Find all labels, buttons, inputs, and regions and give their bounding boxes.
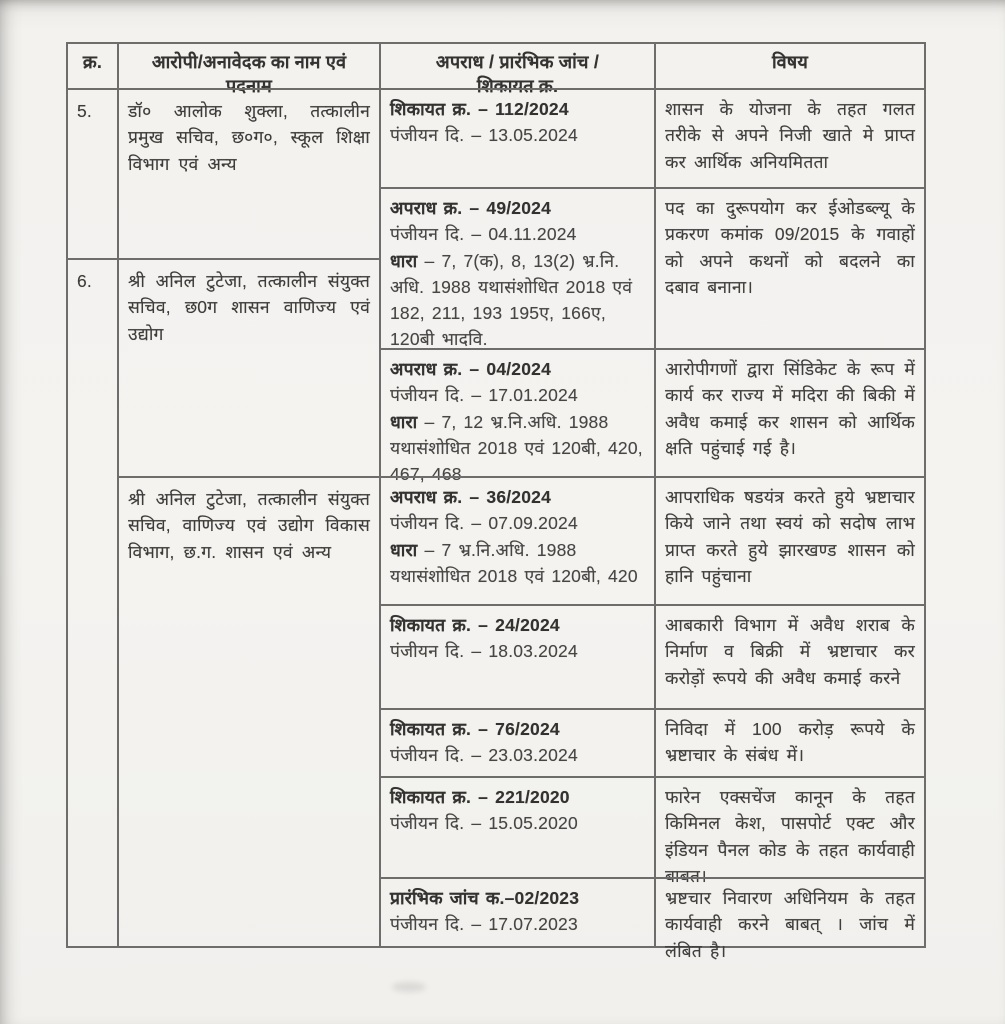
subject-6-text: निविदा में 100 करोड़ रूपये के भ्रष्टाचार के संबंध में। <box>665 719 915 766</box>
case-8-number: प्रारंभिक जांच क.–02/2023 <box>390 888 580 908</box>
subject-cell-8 <box>654 877 926 961</box>
case-2-sections <box>390 248 645 353</box>
name-cell-row6-first <box>117 258 381 478</box>
case-cell-5 <box>379 604 656 710</box>
subject-1-text: शासन के योजना के तहत गलत तरीके से अपने निजी खाते मे प्राप्त कर आर्थिक अनियमितता <box>665 99 915 172</box>
serial-cell-row6 <box>66 258 119 948</box>
header-subject <box>654 42 926 90</box>
case-6-registration: पंजीयन दि. – 23.03.2024 <box>390 745 578 766</box>
header-case-label: अपराध / प्रारंभिक जांच / शिकायत क्र. <box>435 52 600 97</box>
name-row5: डॉ० आलोक शुक्ला, तत्कालीन प्रमुख सचिव, छ०ग०, स्कूल शिक्षा विभाग एवं अन्य <box>128 101 370 174</box>
case-4-registration: पंजीयन दि. – 07.09.2024 <box>390 513 578 534</box>
case-3-sections-label: धारा <box>390 411 418 432</box>
header-name <box>117 42 381 97</box>
subject-cell-2 <box>654 187 926 350</box>
name-cell-row5 <box>117 88 381 260</box>
header-serial <box>66 42 119 90</box>
case-4-sections-label: धारा <box>390 539 418 560</box>
subject-7-text: फारेन एक्सचेंज कानून के तहत किमिनल केश, पासपोर्ट एक्ट और इंडियन पैनल कोड के तहत कार्यवाही बाबत। <box>665 787 915 886</box>
header-case <box>379 42 656 97</box>
subject-cell-5 <box>654 604 926 710</box>
case-2-sections-label: धारा <box>390 250 418 271</box>
case-cell-8 <box>379 877 656 948</box>
subject-5-text: आबकारी विभाग में अवैध शराब के निर्माण व बिक्री में भ्रष्टाचार कर करोड़ों रूपये की अवैध कमाई करने <box>665 615 915 688</box>
serial-cell-row5 <box>66 88 119 260</box>
case-3-sections-rest: – 7, 12 भ्र.नि.अधि. 1988 यथासंशोधित 2018 एवं 120बी, 420, 467, 468 <box>390 411 643 484</box>
scan-smudge-artifact <box>392 982 426 992</box>
header-serial-label: क्र. <box>82 52 103 72</box>
subject-cell-7 <box>654 776 926 886</box>
case-7-registration: पंजीयन दि. – 15.05.2020 <box>390 813 578 834</box>
subject-cell-3 <box>654 348 926 478</box>
case-4-sections <box>390 537 645 590</box>
serial-row5: 5. <box>77 101 92 121</box>
name-cell-row6-second <box>117 476 381 948</box>
case-5-registration: पंजीयन दि. – 18.03.2024 <box>390 641 578 662</box>
case-1-number: शिकायत क्र. – 112/2024 <box>390 99 569 119</box>
subject-cell-4 <box>654 476 926 606</box>
header-subject-label: विषय <box>771 52 809 72</box>
header-name-label: आरोपी/अनावेदक का नाम एवं पदनाम <box>151 52 347 97</box>
case-2-sections-rest: – 7, 7(क), 8, 13(2) भ्र.नि. अधि. 1988 यथासंशोधित 2018 एवं 182, 211, 193 195ए, 166ए, 120बी भादवि. <box>390 250 633 350</box>
case-cell-3 <box>379 348 656 484</box>
case-cell-2 <box>379 187 656 350</box>
case-1-registration: पंजीयन दि. – 13.05.2024 <box>390 125 578 146</box>
serial-row6: 6. <box>77 271 92 291</box>
case-7-number: शिकायत क्र. – 221/2020 <box>390 787 570 807</box>
subject-8-text: भ्रष्टचार निवारण अधिनियम के तहत कार्यवाही करने बाबत् । जांच में लंबित है। <box>665 888 915 961</box>
subject-cell-6 <box>654 708 926 778</box>
subject-3-text: आरोपीगणों द्वारा सिंडिकेट के रूप में कार्य कर राज्य में मदिरा की बिकी में अवैध कमाई कर शासन को आर्थिक क्षति पहुंचाई गई है। <box>665 359 915 458</box>
case-4-sections-rest: – 7 भ्र.नि.अधि. 1988 यथासंशोधित 2018 एवं 120बी, 420 <box>390 539 638 586</box>
subject-4-text: आपराधिक षडयंत्र करते हुये भ्रष्टाचार किये जाने तथा स्वयं को सदोष लाभ प्राप्त करते हुये झारखण्ड शासन को हानि पहुंचाना <box>665 487 915 586</box>
name-row6-second: श्री अनिल टुटेजा, तत्कालीन संयुक्त सचिव, वाणिज्य एवं उद्योग विकास विभाग, छ.ग. शासन एवं अन्य <box>128 489 370 562</box>
case-6-number: शिकायत क्र. – 76/2024 <box>390 719 560 739</box>
name-row6-first: श्री अनिल टुटेजा, तत्कालीन संयुक्त सचिव, छ0ग शासन वाणिज्य एवं उद्योग <box>128 271 370 344</box>
case-4-number: अपराध क्र. – 36/2024 <box>390 487 552 507</box>
case-cell-1 <box>379 88 656 189</box>
case-2-number: अपराध क्र. – 49/2024 <box>390 198 552 218</box>
case-3-registration: पंजीयन दि. – 17.01.2024 <box>390 385 578 406</box>
case-cell-4 <box>379 476 656 606</box>
subject-cell-1 <box>654 88 926 189</box>
case-3-number: अपराध क्र. – 04/2024 <box>390 359 552 379</box>
case-cell-6 <box>379 708 656 778</box>
subject-2-text: पद का दुरूपयोग कर ईओडब्ल्यू के प्रकरण कमांक 09/2015 के गवाहों को अपने कथनों को बदलने का दबाव बनाना। <box>665 198 915 297</box>
case-8-registration: पंजीयन दि. – 17.07.2023 <box>390 914 578 935</box>
case-2-registration: पंजीयन दि. – 04.11.2024 <box>390 224 577 245</box>
case-5-number: शिकायत क्र. – 24/2024 <box>390 615 560 635</box>
case-cell-7 <box>379 776 656 879</box>
